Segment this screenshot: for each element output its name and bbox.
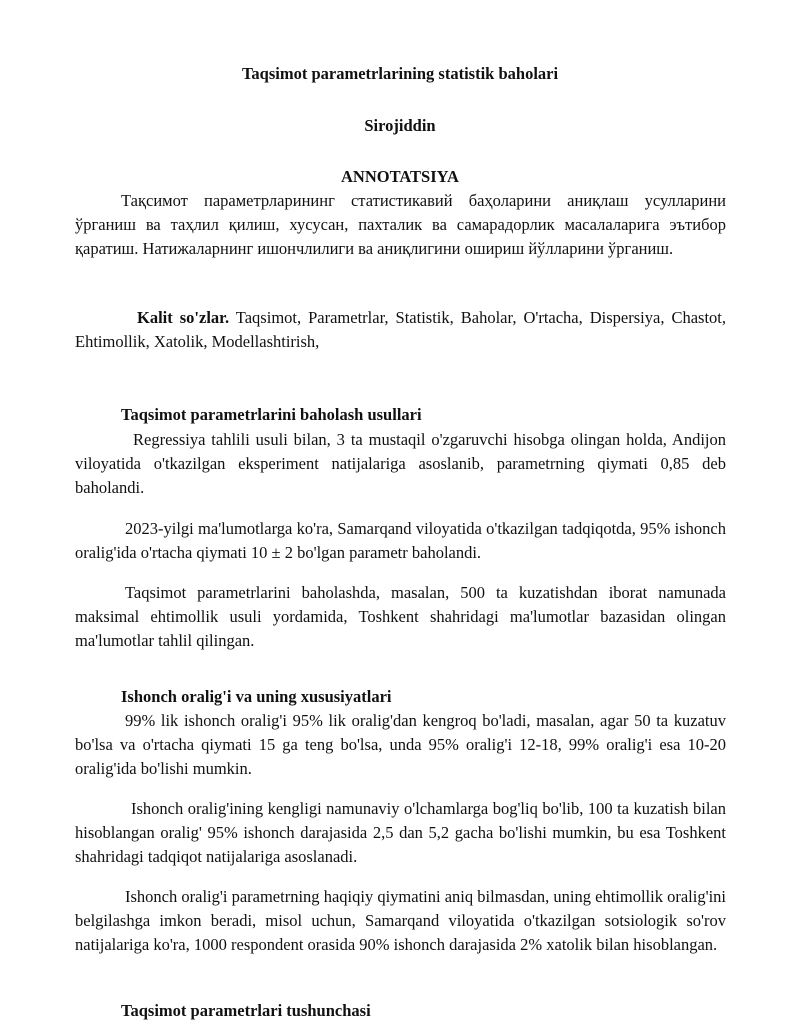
section-paragraph: Taqsimot parametrlarini baholashda, masalan, 500 ta kuzatishdan iborat namunada maksimal ehtimollik usuli yordamida, Toshkent shahridagi ma'lumotlar bazasidan olingan ma'lumotlar tahlil qilingan. [75,583,726,650]
keywords-paragraph [75,306,726,354]
annotation-heading: ANNOTATSIYA [341,167,459,186]
paper-title: Taqsimot parametrlarining statistik baholari [241,64,559,83]
section-heading: Ishonch oralig'i va uning xususiyatlari [121,687,392,706]
section-paragraph: 99% lik ishonch oralig'i 95% lik oralig'dan kengroq bo'ladi, masalan, agar 50 ta kuzatuv bo'lsa va o'rtacha qiymati 15 ga teng bo'lsa, unda 95% oralig'i 12-18, 99% oralig'i esa 10-20 oralig'ida bo'lishi mumkin. [75,711,726,778]
annotation-text: Тақсимот параметрларининг статистикавий баҳоларини аниқлаш усулларини ўрганиш ва таҳлил қилиш, хусусан, пахталик ва самарадорлик масалаларига эътибор қаратиш. Натижаларнинг ишончлилиги ва аниқлигини ошириш йўлларини ўрганиш. [75,191,726,258]
section-heading: Taqsimot parametrlari tushunchasi [121,1001,371,1020]
section-paragraph: Ishonch oralig'i parametrning haqiqiy qiymatini aniq bilmasdan, uning ehtimollik oralig'ini belgilashga imkon beradi, misol uchun, Samarqand viloyatida o'tkazilgan sotsiologik so'rov natijalariga ko'ra, 1000 respondent orasida 90% ishonch darajasida 2% xatolik bilan hisoblangan. [75,887,726,954]
section-heading: Taqsimot parametrlarini baholash usullari [121,405,422,424]
keywords-text: Taqsimot, Parametrlar, Statistik, Baholar, O'rtacha, Dispersiya, Chastot, Ehtimollik, Xatolik, Modellashtirish, [75,308,726,351]
keywords-label: Kalit so'zlar. [137,308,230,327]
section-paragraph: Ishonch oralig'ining kengligi namunaviy o'lchamlarga bog'liq bo'lib, 100 ta kuzatish bilan hisoblangan oralig' 95% ishonch darajasida 2,5 dan 5,2 gacha bo'lishi mumkin, bu esa Toshkent shahridagi tadqiqot natijalariga asoslanadi. [75,799,726,866]
section-paragraph: Regressiya tahlili usuli bilan, 3 ta mustaqil o'zgaruvchi hisobga olingan holda, Andijon viloyatida o'tkazilgan eksperiment natijalariga asoslanib, parametrning qiymati 0,85 deb baholandi. [75,430,726,497]
section-paragraph: 2023-yilgi ma'lumotlarga ko'ra, Samarqand viloyatida o'tkazilgan tadqiqotda, 95% ishonch oralig'ida o'rtacha qiymati 10 ± 2 bo'lgan parametr baholandi. [75,519,726,562]
author-name: Sirojiddin [364,116,436,135]
